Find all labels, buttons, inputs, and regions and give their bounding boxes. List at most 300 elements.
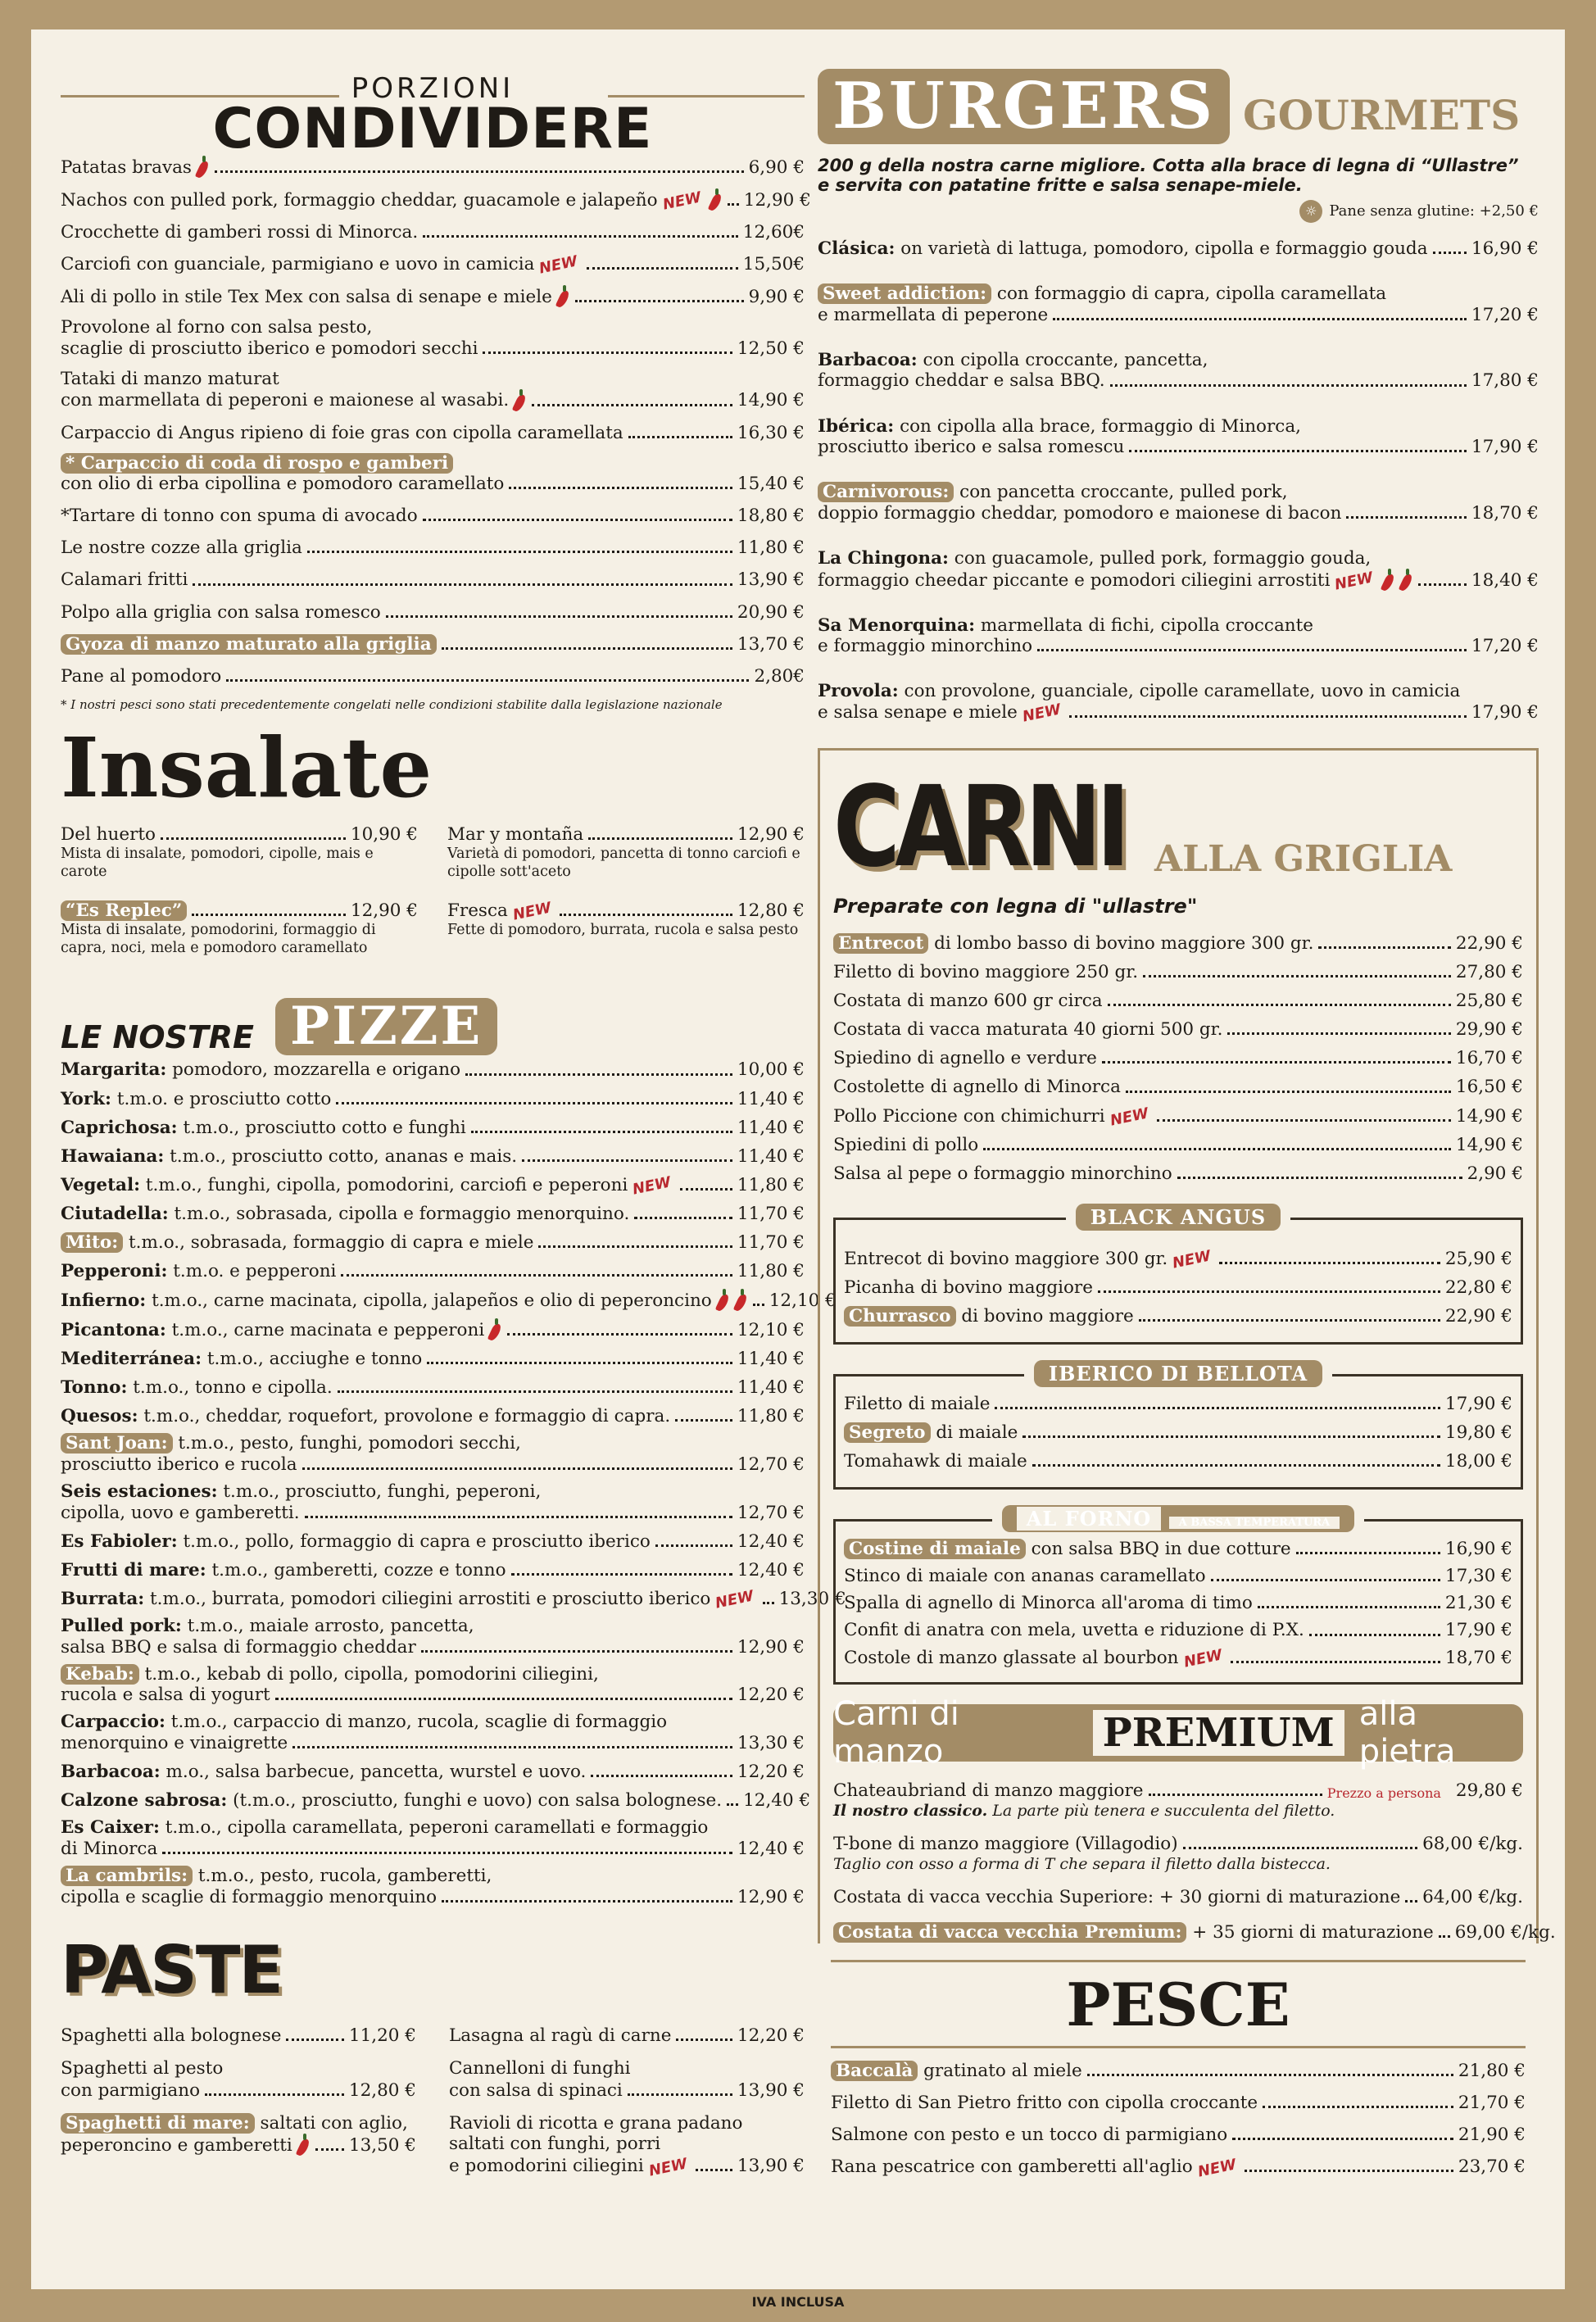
menu-item-desc-line2: formaggio cheedar piccante e pomodori ciliegini arrostiti — [818, 569, 1331, 591]
menu-item-name — [61, 1145, 517, 1168]
menu-item-row — [61, 1173, 805, 1199]
condividere-list — [61, 156, 811, 687]
menu-item-title: La cambrils: — [61, 1866, 193, 1886]
menu-item-title: Mediterránea: — [61, 1349, 202, 1370]
menu-item-price: 18,00 € — [1444, 1451, 1512, 1472]
menu-item-name — [844, 1538, 1291, 1560]
menu-item-desc-line2: menorquino e vinaigrette — [61, 1733, 288, 1754]
iberico-box — [833, 1361, 1523, 1490]
dot-leader — [1245, 2170, 1453, 2172]
menu-item-name-text: con marmellata di peperoni e maionese al wasabi. — [61, 390, 510, 411]
pasta-item — [61, 2113, 416, 2178]
salad-description: Varietà di pomodori, pancetta di tonno carciofi e cipolle sott'aceto — [447, 845, 800, 880]
menu-item-text: di maiale — [930, 1422, 1018, 1444]
menu-item-text: di lombo basso di bovino maggiore 300 gr. — [928, 933, 1314, 955]
menu-item-price: 18,40 € — [1471, 569, 1539, 591]
menu-item-name — [61, 1732, 288, 1754]
menu-item-desc: t.m.o., maiale arrosto, pancetta, — [181, 1615, 474, 1636]
premium-desc — [833, 1855, 1523, 1873]
menu-item-title: Infierno: — [61, 1290, 147, 1311]
menu-item-name — [833, 1780, 1144, 1802]
menu-item-desc: pomodoro, mozzarella e origano — [166, 1059, 461, 1081]
menu-item-price: 18,70 € — [1444, 1647, 1512, 1668]
premium-item — [833, 1833, 1523, 1873]
dot-leader — [628, 436, 732, 438]
menu-item-row — [818, 304, 1539, 326]
menu-item-name — [61, 338, 478, 360]
menu-item-text: con salsa BBQ in due cotture — [1025, 1539, 1291, 1560]
menu-item-price: 14,90 € — [1455, 1134, 1523, 1155]
menu-item-price: 12,40 € — [737, 1838, 805, 1859]
menu-item-desc: t.m.o., funghi, cipolla, pomodorini, carciofi e peperoni — [140, 1174, 628, 1195]
menu-item-price: 18,70 € — [1471, 502, 1539, 524]
menu-item-desc: t.m.o., carne macinata e pepperoni — [165, 1319, 485, 1340]
menu-item-price: 18,80 € — [737, 506, 805, 527]
menu-item-name — [844, 1393, 990, 1415]
premium-title — [833, 1694, 1523, 1771]
menu-item-row — [831, 2155, 1526, 2181]
menu-item-text: di bovino maggiore — [955, 1305, 1134, 1327]
chili-icon — [514, 389, 525, 412]
new-badge: NEW — [1195, 2155, 1238, 2181]
menu-item — [61, 318, 805, 360]
menu-item-row — [833, 1047, 1523, 1069]
menu-item-title: Pepperoni: — [61, 1260, 168, 1281]
menu-item-name-text: Le nostre cozze alla griglia — [61, 537, 302, 559]
al-forno-label-main: AL FORNO — [1017, 1507, 1162, 1531]
dot-leader — [421, 1650, 732, 1653]
menu-item-name — [61, 1588, 710, 1610]
menu-item-price: 22,90 € — [1444, 1305, 1512, 1327]
menu-item-name-text: Ali di pollo in stile Tex Mex con salsa di senape e miele — [61, 287, 552, 308]
menu-item-name-text: Gyoza di manzo maturato alla griglia — [61, 634, 437, 655]
menu-item-name — [61, 1117, 466, 1139]
menu-item-name — [844, 1277, 1093, 1299]
dot-leader — [161, 837, 346, 840]
menu-item-row — [844, 1248, 1512, 1270]
menu-item — [831, 2155, 1526, 2181]
menu-item-name — [61, 1376, 333, 1399]
menu-item-name — [831, 2060, 1082, 2082]
menu-item-name — [833, 1163, 1172, 1185]
menu-item-name — [61, 601, 381, 624]
dot-leader — [1157, 1119, 1451, 1122]
menu-item-name — [61, 1838, 157, 1860]
menu-item-price: 12,40 € — [743, 1790, 811, 1812]
menu-item — [61, 569, 805, 591]
menu-item-price: 11,80 € — [737, 1406, 805, 1427]
menu-item-line — [818, 682, 1539, 701]
menu-item-row — [61, 1231, 805, 1254]
menu-item-name — [61, 1174, 628, 1196]
menu-item-title: Carnivorous: — [818, 482, 954, 502]
menu-item-row — [61, 2025, 416, 2047]
dot-leader — [341, 1274, 732, 1277]
menu-item-title: Picantona: — [61, 1319, 166, 1340]
menu-item-price: 21,90 € — [1458, 2125, 1526, 2146]
menu-item-name — [833, 961, 1138, 983]
dot-leader — [1231, 1661, 1440, 1663]
menu-item-price: 12,90 € — [743, 189, 811, 211]
menu-item-price: 17,80 € — [1471, 370, 1539, 392]
menu-item-desc: t.m.o., acciughe e tonno — [202, 1349, 423, 1370]
dot-leader — [423, 519, 732, 521]
menu-item-desc: t.m.o., pesto, rucola, gamberetti, — [193, 1866, 492, 1886]
menu-item-price: 11,70 € — [737, 1231, 805, 1253]
menu-item-row — [844, 1305, 1512, 1327]
menu-item — [61, 1059, 805, 1081]
menu-item-desc-line2: doppio formaggio cheddar, pomodoro e maionese di bacon — [818, 502, 1342, 524]
pasta-item — [449, 2025, 805, 2047]
chili-icon — [735, 1289, 746, 1312]
menu-item-name — [833, 1921, 1434, 1943]
dot-leader — [575, 300, 744, 302]
new-badge: NEW — [631, 1173, 673, 1199]
condividere-title-small: PORZIONI — [351, 72, 515, 105]
menu-item-highlight: Churrasco — [844, 1306, 956, 1327]
menu-item-price: 14,90 € — [1455, 1105, 1523, 1127]
burgers-title-small: GOURMETS — [1243, 91, 1521, 139]
menu-item — [831, 2092, 1526, 2114]
pasta-item — [449, 2113, 805, 2178]
section-burgers — [818, 54, 1539, 727]
menu-item-price: 11,40 € — [737, 1117, 805, 1138]
menu-item-name — [61, 422, 623, 444]
menu-item-line — [818, 351, 1539, 370]
pasta-name: e pomodorini ciliegini — [449, 2156, 644, 2177]
menu-item-row — [833, 990, 1523, 1012]
dot-leader — [386, 615, 732, 618]
menu-item — [844, 1422, 1512, 1444]
menu-item-name — [61, 1454, 297, 1476]
dot-leader — [1439, 1935, 1450, 1938]
menu-item-desc-line2: prosciutto iberico e rucola — [61, 1454, 297, 1475]
menu-item-name — [831, 2124, 1227, 2146]
dot-leader — [591, 1775, 732, 1777]
menu-item-title: York: — [61, 1088, 111, 1109]
menu-item-row — [61, 1318, 805, 1341]
premium-name: Costata di vacca vecchia Superiore: + 30 giorni di maturazione — [833, 1886, 1401, 1907]
dot-leader — [315, 2148, 344, 2151]
menu-item-row — [61, 505, 805, 527]
menu-item — [818, 681, 1539, 727]
dot-leader — [507, 1333, 732, 1336]
menu-item — [833, 932, 1523, 955]
menu-item-name — [61, 156, 192, 179]
salad-item — [61, 900, 418, 958]
new-badge: NEW — [537, 252, 580, 279]
menu-item-name — [844, 1422, 1018, 1444]
dot-leader — [226, 679, 749, 682]
menu-item-highlight: Costine di maiale — [844, 1539, 1026, 1559]
menu-item-name-line1: Tataki di manzo maturat — [61, 368, 279, 389]
menu-item-price: 13,30 € — [737, 1733, 805, 1754]
menu-item-name-text: Pane al pomodoro — [61, 665, 222, 687]
dot-leader — [655, 1544, 732, 1547]
menu-item-name — [449, 2079, 623, 2102]
menu-item-name — [844, 1305, 1134, 1327]
menu-item-name — [833, 1018, 1222, 1041]
condividere-title: CONDIVIDERE — [212, 97, 653, 161]
premium-desc-text: Taglio con osso a forma di T che separa il filetto dalla bistecca. — [833, 1854, 1331, 1873]
menu-item-name-text: Crocchette di gamberi rossi di Minorca. — [61, 222, 419, 243]
menu-item-title: Pulled pork: — [61, 1615, 182, 1636]
menu-item-title: Hawaiana: — [61, 1145, 165, 1167]
chili-icon — [1400, 569, 1412, 592]
menu-item-row — [61, 1886, 805, 1908]
menu-item-price: 12,70 € — [737, 1502, 805, 1523]
menu-item-name-text: *Tartare di tonno con spuma di avocado — [61, 506, 418, 527]
dot-leader — [305, 1516, 732, 1518]
dot-leader — [511, 1573, 732, 1576]
menu-item-price: 17,20 € — [1471, 636, 1539, 657]
menu-item-price: 16,50 € — [1455, 1077, 1523, 1098]
menu-item-row — [831, 2124, 1526, 2146]
dot-leader — [1227, 1032, 1450, 1035]
menu-item-row — [831, 2092, 1526, 2114]
menu-item-row — [61, 1454, 805, 1476]
menu-item-name — [61, 1088, 331, 1110]
pasta-name-line2: saltati con funghi, porri — [449, 2134, 661, 2155]
menu-item-price: 12,20 € — [737, 2025, 805, 2046]
chili-icon — [710, 188, 721, 211]
menu-item-row — [818, 635, 1539, 657]
chili-icon — [489, 1318, 501, 1341]
menu-item-row — [61, 601, 805, 624]
menu-item-price: 11,20 € — [348, 2025, 416, 2046]
menu-item-row — [831, 2060, 1526, 2082]
dot-leader — [995, 1407, 1440, 1409]
dot-leader — [728, 203, 739, 206]
menu-item-price: 13,90 € — [737, 569, 805, 591]
menu-item-price: 12,40 € — [737, 1559, 805, 1581]
menu-item-title: Carpaccio: — [61, 1712, 165, 1733]
menu-item-desc: m.o., salsa barbecue, pancetta, wurstel e uovo. — [160, 1762, 587, 1783]
dot-leader — [680, 1188, 732, 1190]
dot-leader — [1318, 946, 1451, 949]
menu-item — [833, 1018, 1523, 1041]
menu-item-desc: t.m.o., pesto, funghi, pomodori secchi, — [172, 1433, 521, 1454]
menu-item-price: 10,00 € — [737, 1059, 805, 1081]
dot-leader — [1309, 1634, 1440, 1636]
menu-item-price: 17,20 € — [1471, 304, 1539, 325]
menu-item-title: Ibérica: — [818, 415, 895, 437]
menu-item-title: Barbacoa: — [61, 1762, 161, 1783]
menu-item-price: 16,90 € — [1471, 238, 1539, 259]
menu-item — [61, 454, 805, 496]
dot-leader — [1149, 1794, 1322, 1796]
menu-item-desc: (t.m.o., prosciutto, funghi e uovo) con salsa bolognese. — [227, 1790, 723, 1812]
salad-name: “Es Replec” — [61, 900, 187, 921]
menu-item — [61, 1405, 805, 1427]
menu-item — [831, 2124, 1526, 2146]
menu-item — [844, 1248, 1512, 1270]
menu-item-row — [61, 188, 811, 215]
pasta-name: con salsa di spinaci — [449, 2079, 623, 2101]
menu-item-name — [61, 389, 509, 411]
menu-item — [833, 1134, 1523, 1156]
menu-item-name — [61, 1789, 722, 1812]
pasta-item — [61, 2025, 416, 2047]
menu-item-row — [61, 1260, 805, 1282]
pizze-list — [61, 1059, 846, 1907]
menu-item-highlight: Costata di vacca vecchia Premium: — [833, 1922, 1186, 1943]
menu-item — [61, 1145, 805, 1168]
menu-item-price: 22,80 € — [1444, 1277, 1512, 1298]
menu-item-name — [61, 1636, 416, 1658]
insalate-title: Insalate — [61, 719, 433, 816]
dot-leader — [1143, 975, 1451, 977]
dot-leader — [307, 551, 732, 553]
section-insalate — [61, 719, 805, 976]
menu-item-desc: t.m.o., prosciutto cotto e funghi — [177, 1117, 466, 1138]
menu-item-row — [61, 1732, 805, 1754]
section-premium — [833, 1694, 1556, 1943]
menu-item-desc: t.m.o., cipolla caramellata, peperoni caramellati e formaggio — [159, 1817, 709, 1839]
menu-item-name — [61, 505, 418, 527]
menu-item-name-line1: Provolone al forno con salsa pesto, — [61, 317, 373, 338]
dot-leader — [1129, 450, 1467, 452]
menu-item-name — [833, 1886, 1400, 1908]
menu-item-name — [61, 1405, 670, 1427]
menu-item-row — [61, 1376, 805, 1399]
dot-leader — [1433, 252, 1467, 254]
menu-item-desc-line2: cipolla e scaglie di formaggio menorquino — [61, 1886, 438, 1907]
menu-item-name-text: Nachos con pulled pork, formaggio cheddar, guacamole e jalapeño — [61, 189, 658, 211]
menu-item-price: 12,10 € — [769, 1290, 837, 1311]
menu-item-name — [844, 1619, 1304, 1641]
dot-leader — [587, 267, 738, 270]
menu-item-name — [61, 2025, 281, 2047]
dot-leader — [292, 1746, 732, 1748]
dot-leader — [302, 1467, 732, 1470]
menu-item-name-text: scaglie di prosciutto iberico e pomodori secchi — [61, 338, 478, 359]
menu-item — [844, 1450, 1512, 1472]
pizze-title: PIZZE — [275, 998, 497, 1055]
condividere-note: * I nostri pesci sono stati precedentemente congelati nelle condizioni stabilite dalla legislazione nazionale — [61, 696, 723, 712]
al-forno-label — [1002, 1505, 1354, 1532]
section-paste — [61, 1931, 805, 2180]
menu-item-line — [818, 483, 1539, 502]
menu-item-title: Barbacoa: — [818, 349, 918, 370]
menu-item-text: Picanha di bovino maggiore — [844, 1277, 1093, 1298]
dot-leader — [442, 647, 732, 650]
dot-leader — [1037, 649, 1467, 651]
premium-name: T-bone di manzo maggiore (Villagodio) — [833, 1833, 1178, 1854]
menu-item — [844, 1565, 1512, 1587]
menu-item — [61, 1789, 811, 1812]
menu-item-name — [818, 635, 1032, 657]
menu-item-row — [447, 823, 805, 846]
menu-item — [61, 537, 805, 559]
menu-item — [61, 188, 811, 215]
menu-item-name — [818, 436, 1124, 458]
menu-item-row — [818, 502, 1539, 524]
menu-item — [844, 1647, 1512, 1669]
menu-item-name — [844, 1450, 1027, 1472]
chili-icon — [717, 1289, 728, 1312]
menu-item — [818, 483, 1539, 524]
menu-item-name — [833, 990, 1103, 1012]
menu-item-desc: con cipolla alla brace, formaggio di Minorca, — [894, 415, 1301, 437]
pasta-name-line1-rest: saltati con aglio, — [254, 2112, 408, 2134]
menu-item-row — [61, 1789, 811, 1812]
dot-leader — [676, 2039, 732, 2041]
premium-title-c: alla pietra — [1358, 1694, 1456, 1771]
menu-item-desc: t.m.o., carpaccio di manzo, rucola, scaglie di formaggio — [165, 1712, 668, 1733]
menu-item-line — [449, 2113, 805, 2134]
menu-item — [833, 1076, 1523, 1098]
menu-item-name-text: Polpo alla griglia con salsa romesco — [61, 601, 381, 623]
menu-item-price: 11,80 € — [737, 537, 805, 559]
dot-leader — [1183, 1847, 1417, 1849]
menu-item-row — [833, 1018, 1523, 1041]
pizze-title-small: LE NOSTRE — [61, 1019, 255, 1056]
menu-item-desc: t.m.o., prosciutto, funghi, peperoni, — [217, 1481, 542, 1503]
menu-item-price: 12,80 € — [737, 900, 805, 921]
carni-title-small: ALLA GRIGLIA — [1154, 838, 1453, 881]
dot-leader — [1139, 1319, 1440, 1322]
menu-item-desc: t.m.o., pollo, formaggio di capra e prosciutto iberico — [177, 1531, 651, 1552]
menu-item-price: 11,40 € — [737, 1377, 805, 1399]
menu-item — [61, 665, 805, 687]
menu-item — [61, 1818, 805, 1860]
al-forno-list — [844, 1538, 1512, 1671]
menu-item-text: Spalla di agnello di Minorca all'aroma di timo — [844, 1593, 1253, 1614]
menu-item-price: 25,90 € — [1444, 1248, 1512, 1269]
menu-item-row — [833, 1134, 1523, 1156]
pasta-name-line1: Spaghetti al pesto — [61, 2057, 224, 2079]
menu-item-title: Seis estaciones: — [61, 1481, 218, 1503]
menu-item-name — [61, 189, 658, 211]
carni-list — [833, 932, 1523, 1185]
menu-item-row — [818, 238, 1539, 260]
menu-item-row — [61, 1838, 805, 1860]
menu-item-title: Kebab: — [61, 1664, 139, 1685]
menu-item-desc: t.m.o., prosciutto cotto, ananas e mais. — [164, 1145, 518, 1167]
carni-subtitle: Preparate con legna di "ullastre" — [833, 895, 1198, 918]
dot-leader — [1346, 516, 1466, 519]
menu-item-name — [61, 1761, 586, 1783]
dot-leader — [1126, 1091, 1451, 1093]
menu-item-text: Costolette di agnello di Minorca — [833, 1077, 1121, 1098]
menu-item — [61, 1761, 805, 1783]
paste-title: PASTE — [61, 1931, 283, 2008]
menu-item-row — [833, 1886, 1523, 1908]
menu-item-row — [61, 1636, 805, 1658]
menu-item-name — [61, 1260, 336, 1282]
menu-item-title: Caprichosa: — [61, 1117, 178, 1138]
menu-item — [61, 1559, 805, 1581]
menu-item-text: Stinco di maiale con ananas caramellato — [844, 1566, 1206, 1587]
menu-item — [61, 1434, 805, 1476]
menu-item-price: 17,90 € — [1471, 437, 1539, 458]
premium-desc-bold: Il nostro classico. — [833, 1801, 988, 1820]
menu-item-price: 13,90 € — [737, 2156, 805, 2177]
menu-item-row — [818, 701, 1539, 727]
menu-item-line — [818, 616, 1539, 636]
menu-item-price: 11,40 € — [737, 1349, 805, 1370]
menu-item-title: Provola: — [818, 681, 899, 702]
dot-leader — [1263, 2106, 1453, 2108]
menu-item-name — [61, 221, 418, 243]
menu-item-row — [844, 1592, 1512, 1614]
menu-item-row — [61, 1531, 805, 1553]
menu-item-row — [844, 1422, 1512, 1444]
dot-leader — [162, 1852, 732, 1854]
menu-item-title: Burrata: — [61, 1588, 145, 1609]
menu-item-price: 11,40 € — [737, 1088, 805, 1109]
